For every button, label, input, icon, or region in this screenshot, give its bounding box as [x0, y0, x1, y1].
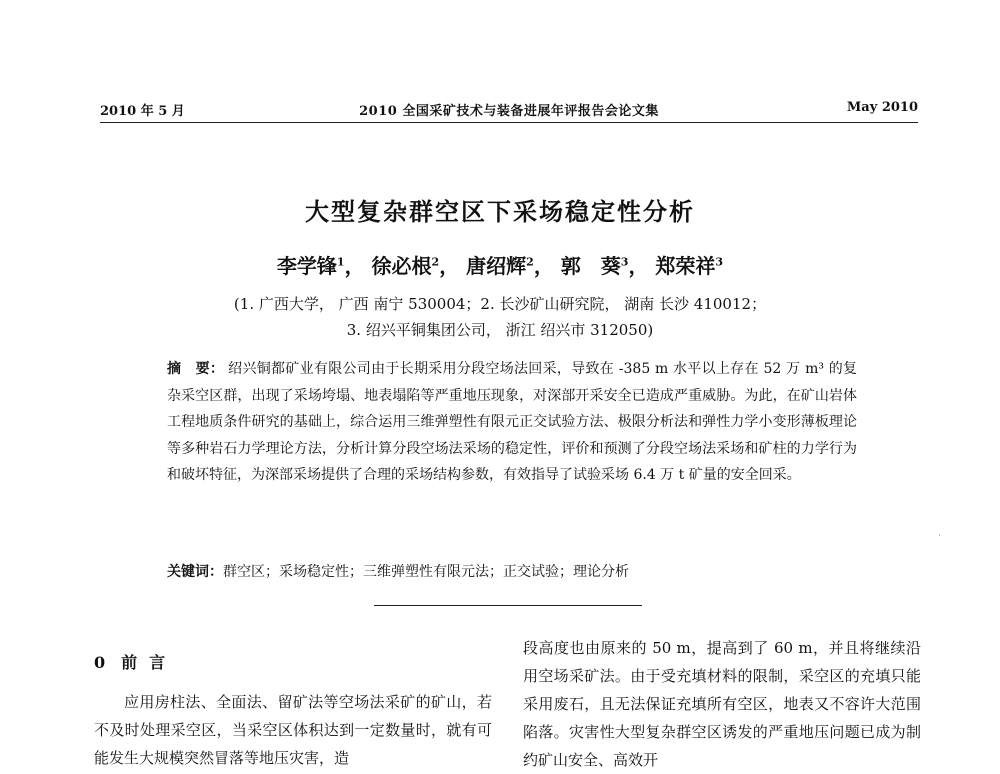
affiliation-line-2: 3. 绍兴平铜集团公司， 浙江 绍兴市 312050) — [346, 321, 654, 339]
paper-title: 大型复杂群空区下采场稳定性分析 — [305, 198, 695, 226]
abstract-text: 绍兴铜都矿业有限公司由于长期采用分段空场法回采，导致在 -385 m 水平以上存在 52 万 m³ 的复杂采空区群，出现了采场垮塌、地表塌陷等严重地压现象，对深部开采安全已造成严重威胁。为此，在矿山岩体工程地质条件研究的基础上，综合运用三维弹塑性有限元正交试验方法、极限分析法和弹性力学小变形薄板理论等多种岩石力学理论方法，分析计算分段空场法采场的稳定性，评价和预测了分段空场法采场和矿柱的力学行为和破坏特征，为深部采场提供了合理的采场结构参数，有效指导了试验采场 6.4 万 t 矿量的安全回采。 — [167, 361, 857, 483]
header-proceedings-title: 2010 全国采矿技术与装备进展年评报告会论文集 — [359, 104, 659, 119]
section-divider — [374, 605, 642, 606]
keywords-text: 群空区；采场稳定性；三维弹塑性有限元法；正交试验；理论分析 — [223, 564, 629, 580]
author: 唐绍辉$^2$ — [466, 254, 534, 278]
section-heading — [94, 650, 177, 673]
keywords-label: 关键词： — [167, 564, 223, 580]
section-title: 前言 — [121, 653, 178, 672]
section-number: 0 — [94, 653, 108, 672]
header-date-cn: 2010 年 5 月 — [100, 104, 185, 119]
header-date-en: May 2010 — [846, 100, 918, 115]
right-column — [523, 634, 921, 774]
author: 李学锋$^1$ — [276, 254, 345, 278]
abstract — [167, 356, 857, 489]
left-column — [94, 688, 492, 772]
author: 郭 葵$^3$ — [560, 254, 629, 278]
scan-mark: ˙ — [937, 534, 942, 545]
author-list: 李学锋$^1$， 徐必根$^2$， 唐绍辉$^2$， 郭 葵$^3$， 郑荣祥$^3$ — [276, 254, 724, 278]
body-paragraph: 段高度也由原来的 50 m，提高到了 60 m，并且将继续沿用空场采矿法。由于受充填材料的限制，采空区的充填只能采用废石，且无法保证充填所有空区，地表又不容许大范围陷落。灾害性大型复杂群空区诱发的严重地压问题已成为制约矿山安全、高效开 — [523, 639, 921, 769]
running-header — [100, 100, 918, 123]
abstract-label: 摘 要： — [167, 361, 225, 377]
body-paragraph: 应用房柱法、全面法、留矿法等空场法采矿的矿山，若不及时处理采空区，当采空区体积达到一定数量时，就有可能发生大规模突然冒落等地压灾害，造 — [94, 693, 492, 767]
author: 徐必根$^2$ — [371, 254, 440, 278]
keywords — [167, 561, 857, 583]
author: 郑荣祥$^3$ — [655, 254, 724, 278]
affiliation-line-1: (1. 广西大学， 广西 南宁 530004；2. 长沙矿山研究院， 湖南 长沙 410012； — [233, 295, 767, 313]
